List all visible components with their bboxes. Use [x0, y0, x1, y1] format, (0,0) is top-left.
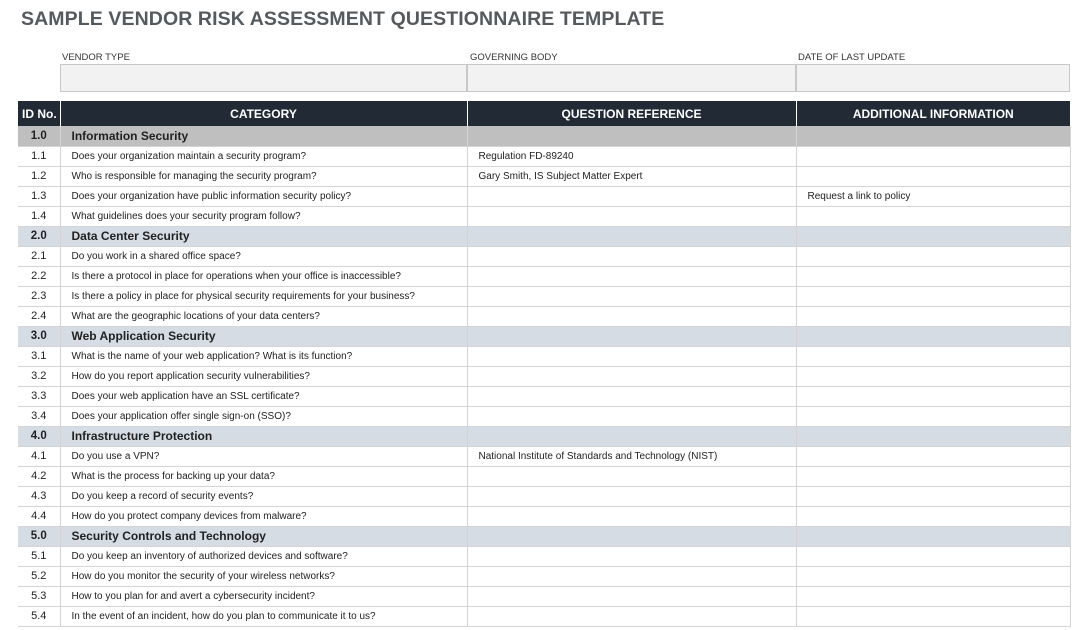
section-row [18, 426, 1070, 446]
col-header-id[interactable]: ID No. [18, 101, 60, 126]
cell-id[interactable]: 4.4 [18, 506, 60, 526]
cell-question-reference[interactable] [467, 186, 796, 206]
cell-id[interactable]: 3.4 [18, 406, 60, 426]
cell-additional-information[interactable] [796, 466, 1070, 486]
cell-question-reference[interactable] [467, 606, 796, 626]
table-row [18, 406, 1070, 426]
governing-body-input[interactable] [467, 64, 796, 92]
cell-question[interactable]: Is there a policy in place for physical security requirements for your business? [60, 286, 467, 306]
cell-question[interactable]: What are the geographic locations of your data centers? [60, 306, 467, 326]
cell-question[interactable]: How do you monitor the security of your wireless networks? [60, 566, 467, 586]
cell-question-reference[interactable] [467, 306, 796, 326]
cell-id[interactable]: 2.3 [18, 286, 60, 306]
cell-additional-information[interactable] [796, 586, 1070, 606]
cell-question-reference[interactable] [467, 126, 796, 146]
cell-additional-information[interactable] [796, 386, 1070, 406]
cell-additional-information[interactable] [796, 606, 1070, 626]
cell-id[interactable]: 1.4 [18, 206, 60, 226]
section-row [18, 126, 1070, 146]
cell-id[interactable]: 1.0 [18, 126, 60, 146]
cell-additional-information[interactable] [796, 206, 1070, 226]
cell-question-reference[interactable]: Regulation FD-89240 [467, 146, 796, 166]
table-row [18, 566, 1070, 586]
cell-question-reference[interactable] [467, 506, 796, 526]
cell-id[interactable]: 2.2 [18, 266, 60, 286]
table-row [18, 546, 1070, 566]
cell-id[interactable]: 5.0 [18, 526, 60, 546]
col-header-category[interactable]: CATEGORY [60, 101, 467, 126]
page-title: SAMPLE VENDOR RISK ASSESSMENT QUESTIONNAIRE TEMPLATE [21, 8, 665, 30]
cell-additional-information[interactable] [796, 286, 1070, 306]
cell-question[interactable]: What guidelines does your security program follow? [60, 206, 467, 226]
table-row [18, 186, 1070, 206]
cell-additional-information[interactable] [796, 406, 1070, 426]
cell-section-title[interactable]: Web Application Security [60, 326, 467, 346]
cell-id[interactable]: 4.3 [18, 486, 60, 506]
table-row [18, 586, 1070, 606]
vendor-type-input[interactable] [60, 64, 467, 92]
cell-question[interactable]: In the event of an incident, how do you plan to communicate it to us? [60, 606, 467, 626]
cell-id[interactable]: 5.4 [18, 606, 60, 626]
cell-additional-information[interactable] [796, 246, 1070, 266]
table-row [18, 266, 1070, 286]
cell-question-reference[interactable] [467, 466, 796, 486]
table-row [18, 466, 1070, 486]
table-row [18, 306, 1070, 326]
cell-question[interactable]: Do you keep an inventory of authorized devices and software? [60, 546, 467, 566]
cell-id[interactable]: 1.2 [18, 166, 60, 186]
table-row [18, 206, 1070, 226]
cell-additional-information[interactable] [796, 266, 1070, 286]
cell-question[interactable]: Do you keep a record of security events? [60, 486, 467, 506]
cell-question-reference[interactable] [467, 546, 796, 566]
cell-additional-information[interactable] [796, 146, 1070, 166]
table-header-row [18, 101, 1070, 126]
cell-additional-information[interactable] [796, 506, 1070, 526]
cell-question[interactable]: Does your organization maintain a security program? [60, 146, 467, 166]
cell-id[interactable]: 2.4 [18, 306, 60, 326]
table-row [18, 486, 1070, 506]
cell-question-reference[interactable] [467, 246, 796, 266]
cell-id[interactable]: 2.1 [18, 246, 60, 266]
cell-additional-information[interactable] [796, 426, 1070, 446]
cell-question[interactable]: How to you plan for and avert a cybersecurity incident? [60, 586, 467, 606]
table-row [18, 366, 1070, 386]
cell-additional-information[interactable] [796, 526, 1070, 546]
cell-question[interactable]: What is the name of your web application? What is its function? [60, 346, 467, 366]
section-row [18, 526, 1070, 546]
cell-id[interactable]: 4.2 [18, 466, 60, 486]
cell-id[interactable]: 3.3 [18, 386, 60, 406]
date-of-last-update-label: DATE OF LAST UPDATE [798, 52, 906, 63]
table-row [18, 286, 1070, 306]
cell-additional-information[interactable] [796, 366, 1070, 386]
cell-question-reference[interactable] [467, 426, 796, 446]
cell-question[interactable]: Who is responsible for managing the security program? [60, 166, 467, 186]
cell-additional-information[interactable] [796, 306, 1070, 326]
cell-question-reference[interactable] [467, 386, 796, 406]
cell-additional-information[interactable] [796, 226, 1070, 246]
vendor-type-label: VENDOR TYPE [62, 52, 130, 63]
section-row [18, 326, 1070, 346]
cell-question-reference[interactable] [467, 266, 796, 286]
cell-question[interactable]: What is the process for backing up your data? [60, 466, 467, 486]
cell-additional-information[interactable] [796, 546, 1070, 566]
cell-question[interactable]: How do you protect company devices from malware? [60, 506, 467, 526]
cell-question[interactable]: Does your organization have public information security policy? [60, 186, 467, 206]
cell-id[interactable]: 1.1 [18, 146, 60, 166]
table-row [18, 166, 1070, 186]
cell-question-reference[interactable] [467, 206, 796, 226]
cell-question-reference[interactable] [467, 566, 796, 586]
cell-question-reference[interactable] [467, 526, 796, 546]
cell-id[interactable]: 5.2 [18, 566, 60, 586]
cell-additional-information[interactable] [796, 166, 1070, 186]
cell-id[interactable]: 2.0 [18, 226, 60, 246]
table-row [18, 146, 1070, 166]
cell-question-reference[interactable]: Gary Smith, IS Subject Matter Expert [467, 166, 796, 186]
cell-id[interactable]: 4.0 [18, 426, 60, 446]
cell-section-title[interactable]: Data Center Security [60, 226, 467, 246]
cell-id[interactable]: 3.0 [18, 326, 60, 346]
cell-question-reference[interactable] [467, 226, 796, 246]
cell-section-title[interactable]: Information Security [60, 126, 467, 146]
cell-question-reference[interactable] [467, 286, 796, 306]
cell-section-title[interactable]: Infrastructure Protection [60, 426, 467, 446]
cell-question-reference[interactable] [467, 486, 796, 506]
table-row [18, 246, 1070, 266]
cell-additional-information[interactable] [796, 326, 1070, 346]
cell-question[interactable]: Do you use a VPN? [60, 446, 467, 466]
cell-question-reference[interactable] [467, 586, 796, 606]
cell-additional-information[interactable]: Request a link to policy [796, 186, 1070, 206]
col-header-additional-information[interactable]: ADDITIONAL INFORMATION [796, 101, 1070, 126]
cell-question-reference[interactable] [467, 406, 796, 426]
cell-id[interactable]: 3.1 [18, 346, 60, 366]
table-row [18, 446, 1070, 466]
cell-question-reference[interactable] [467, 346, 796, 366]
cell-id[interactable]: 3.2 [18, 366, 60, 386]
section-row [18, 226, 1070, 246]
table-row [18, 606, 1070, 626]
table-row [18, 386, 1070, 406]
cell-additional-information[interactable] [796, 446, 1070, 466]
questionnaire-table [18, 101, 1071, 627]
governing-body-label: GOVERNING BODY [470, 52, 558, 63]
cell-question[interactable]: Do you work in a shared office space? [60, 246, 467, 266]
table-row [18, 506, 1070, 526]
cell-question[interactable]: Does your application offer single sign-on (SSO)? [60, 406, 467, 426]
cell-additional-information[interactable] [796, 126, 1070, 146]
cell-section-title[interactable]: Security Controls and Technology [60, 526, 467, 546]
cell-id[interactable]: 4.1 [18, 446, 60, 466]
cell-question-reference[interactable]: National Institute of Standards and Technology (NIST) [467, 446, 796, 466]
cell-question-reference[interactable] [467, 326, 796, 346]
cell-id[interactable]: 5.3 [18, 586, 60, 606]
cell-additional-information[interactable] [796, 346, 1070, 366]
cell-question-reference[interactable] [467, 366, 796, 386]
cell-additional-information[interactable] [796, 486, 1070, 506]
cell-question[interactable]: Is there a protocol in place for operations when your office is inaccessible? [60, 266, 467, 286]
cell-id[interactable]: 5.1 [18, 546, 60, 566]
cell-id[interactable]: 1.3 [18, 186, 60, 206]
cell-question[interactable]: How do you report application security vulnerabilities? [60, 366, 467, 386]
table-row [18, 346, 1070, 366]
cell-question[interactable]: Does your web application have an SSL certificate? [60, 386, 467, 406]
date-of-last-update-input[interactable] [796, 64, 1070, 92]
cell-additional-information[interactable] [796, 566, 1070, 586]
col-header-question-reference[interactable]: QUESTION REFERENCE [467, 101, 796, 126]
